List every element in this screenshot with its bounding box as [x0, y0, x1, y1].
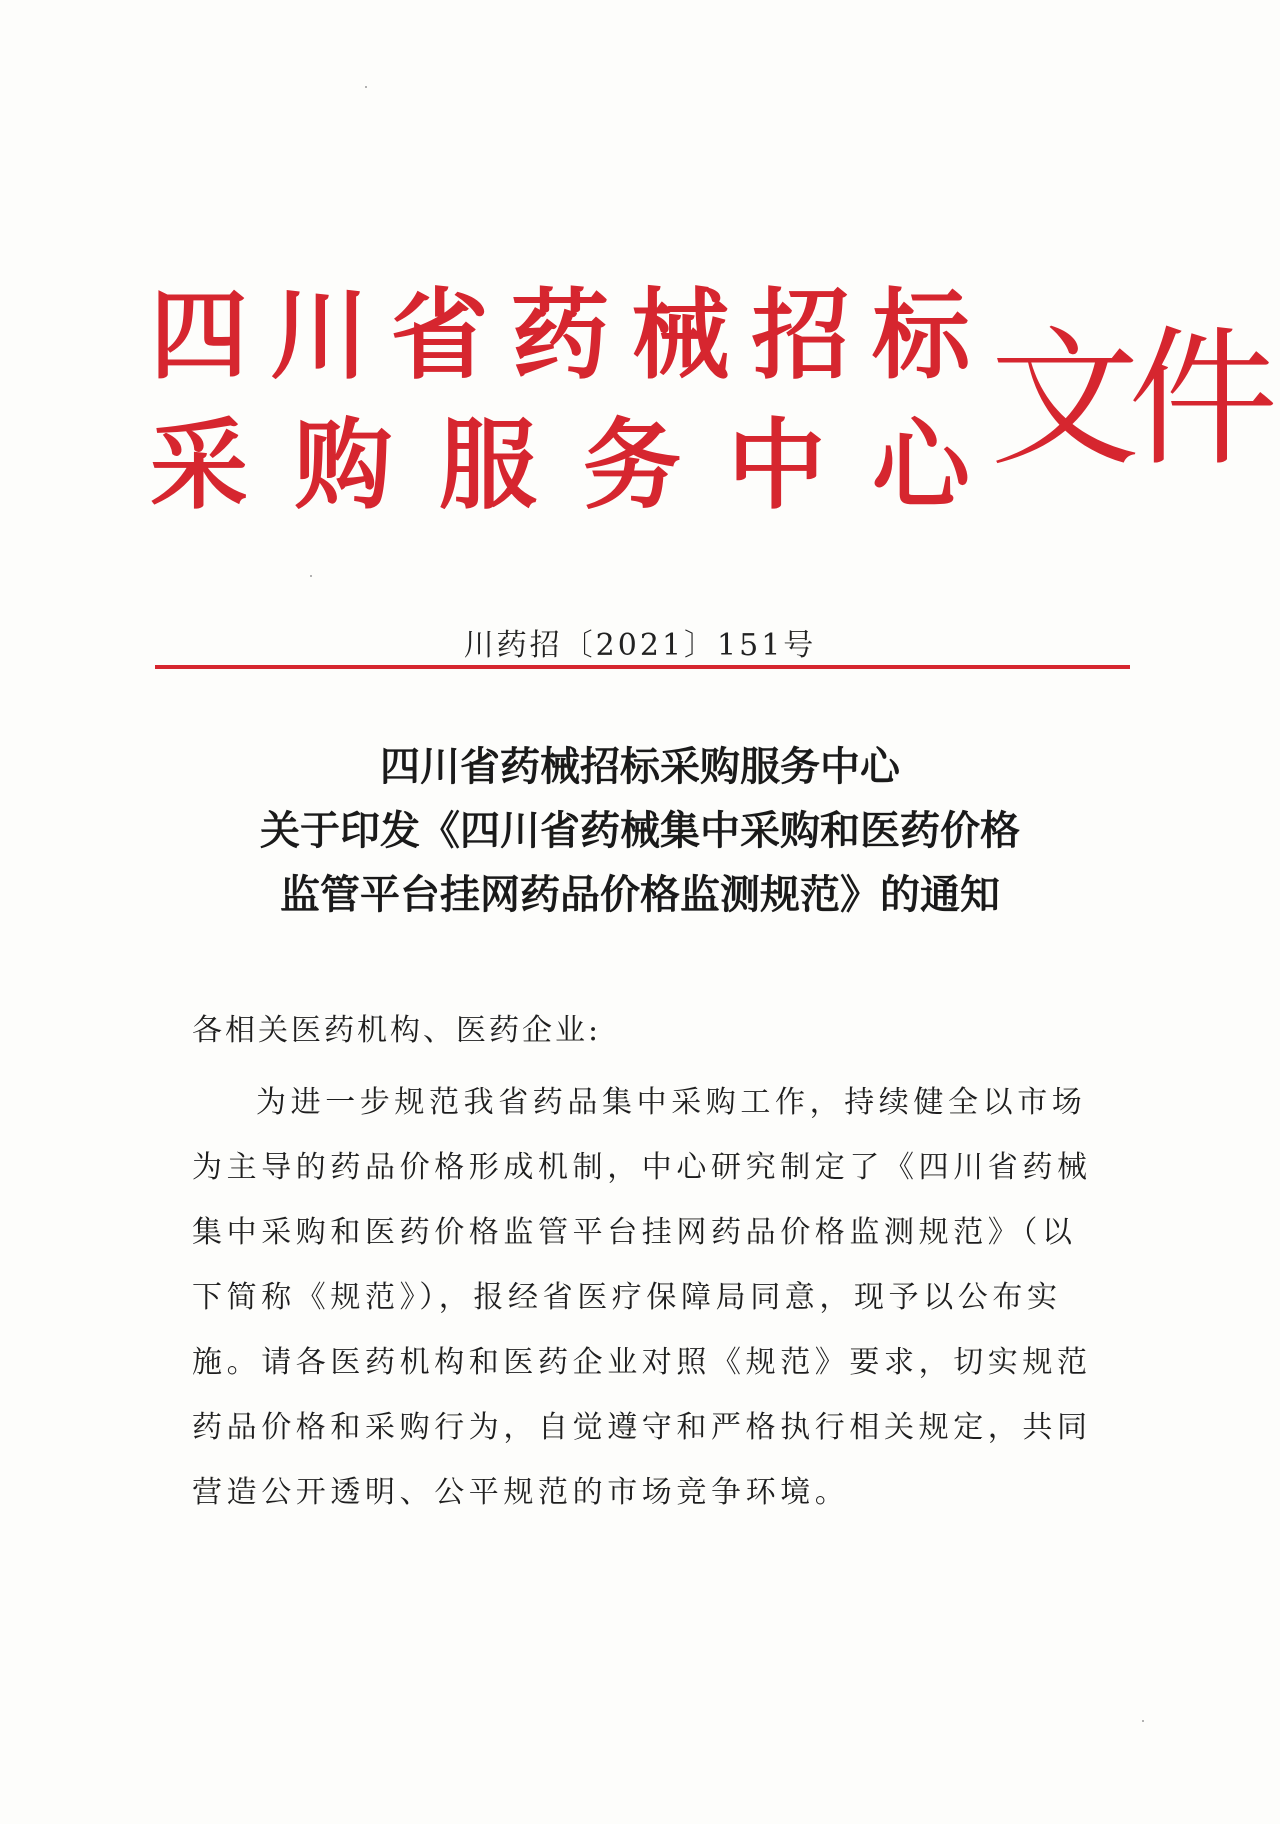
masthead-char: 川 — [270, 278, 369, 393]
masthead-char: 中 — [727, 408, 826, 523]
salutation: 各相关医药机构、医药企业: — [192, 1013, 602, 1048]
masthead-char: 械 — [631, 278, 730, 393]
masthead-char: 心 — [871, 408, 970, 523]
masthead-line-1 — [150, 278, 970, 393]
scan-speck — [1142, 1720, 1144, 1722]
red-masthead — [150, 278, 1267, 523]
body-paragraph — [192, 1070, 1112, 1525]
masthead-char: 省 — [390, 278, 489, 393]
scan-speck — [310, 575, 312, 577]
masthead-char: 四 — [150, 278, 249, 393]
red-divider — [155, 665, 1130, 669]
title-line: 关于印发《四川省药械集中采购和医药价格 — [260, 808, 1020, 854]
masthead-char: 服 — [438, 408, 537, 523]
document-number: 川药招〔2021〕151号 — [463, 628, 817, 663]
masthead-suffix-char: 件 — [1128, 313, 1267, 487]
body-line: 下简称《规范》），报经省医疗保障局同意，现予以公布实 — [192, 1280, 1062, 1315]
scan-speck — [365, 86, 367, 88]
body-line: 营造公开透明、公平规范的市场竞争环境。 — [192, 1475, 850, 1510]
title-line: 四川省药械招标采购服务中心 — [380, 744, 900, 790]
body-line: 为主导的药品价格形成机制，中心研究制定了《四川省药械 — [192, 1150, 1092, 1185]
body-line: 施。请各医药机构和医药企业对照《规范》要求，切实规范 — [192, 1345, 1092, 1380]
body-line: 集中采购和医药价格监管平台挂网药品价格监测规范》（以 — [192, 1215, 1077, 1250]
masthead-char: 药 — [510, 278, 609, 393]
body-line: 为进一步规范我省药品集中采购工作，持续健全以市场 — [256, 1085, 1087, 1120]
masthead-char: 采 — [150, 408, 249, 523]
masthead-char: 招 — [751, 278, 850, 393]
masthead-suffix — [990, 313, 1267, 487]
masthead-line-2 — [150, 408, 970, 523]
masthead-char: 务 — [583, 408, 682, 523]
document-title — [0, 735, 1280, 927]
title-line: 监管平台挂网药品价格监测规范》的通知 — [280, 872, 1000, 918]
masthead-suffix-char: 文 — [990, 313, 1129, 487]
body-line: 药品价格和采购行为，自觉遵守和严格执行相关规定，共同 — [192, 1410, 1092, 1445]
masthead-char: 标 — [871, 278, 970, 393]
masthead-char: 购 — [294, 408, 393, 523]
